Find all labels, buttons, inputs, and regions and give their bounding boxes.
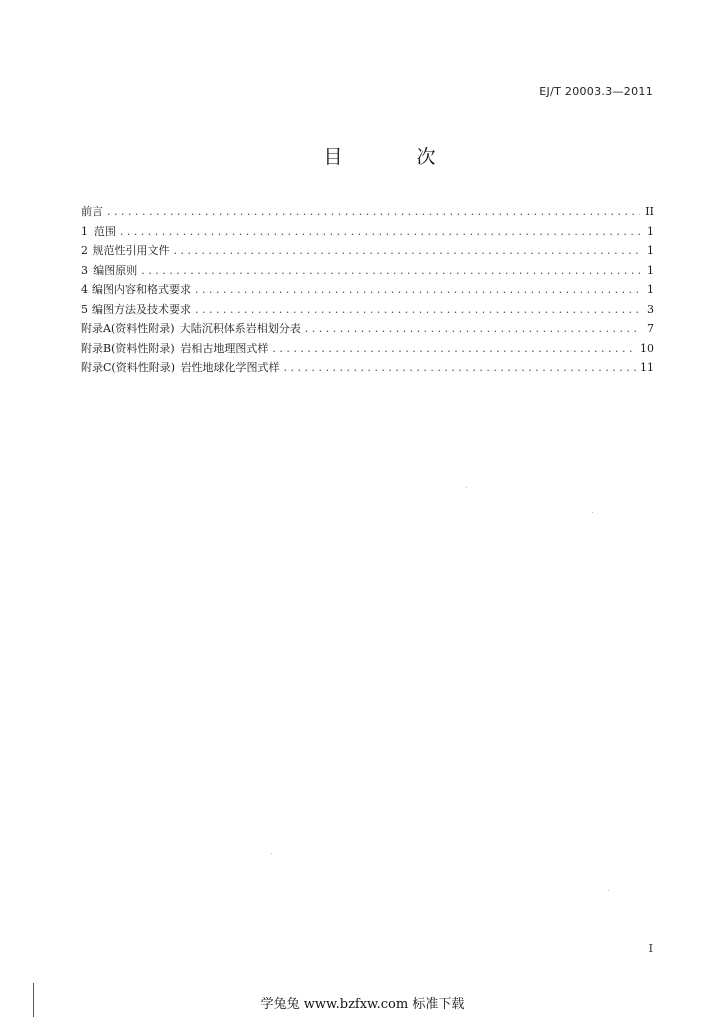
toc-leader-dots [284, 358, 636, 378]
toc-entry-number: 5 [81, 302, 88, 316]
toc-entry-appendix-a[interactable] [81, 319, 654, 339]
toc-leader-dots [195, 280, 640, 300]
toc-entry-label: 附录B(资料性附录) [81, 341, 175, 355]
toc-entry-content-format[interactable] [81, 280, 654, 300]
page-number: I [648, 942, 653, 955]
toc-entry-number: 2 [81, 244, 88, 257]
standard-code: EJ/T 20003.3—2011 [539, 85, 653, 98]
toc-entry-label: 前言 [81, 205, 103, 218]
toc-entry-appendix-b[interactable] [81, 339, 654, 359]
scan-speck [608, 890, 609, 891]
toc-entry-number: 3 [81, 263, 88, 277]
toc-entry-label: 附录A(资料性附录) [81, 322, 175, 335]
toc-leader-dots [272, 339, 636, 359]
toc-entry-normative-references[interactable] [81, 241, 654, 261]
toc-entry-label: 附录C(资料性附录) [81, 361, 175, 374]
toc-entry-foreword[interactable] [81, 202, 654, 222]
footer-watermark-text: 学兔兔 www.bzfxw.com 标准下载 [260, 997, 465, 1012]
toc-leader-dots [195, 300, 640, 320]
toc-entry-appendix-c[interactable] [81, 358, 654, 378]
toc-leader-dots [174, 241, 640, 261]
toc-entry-mapping-principles[interactable] [81, 261, 654, 281]
page-title: 目 次 [323, 146, 470, 168]
toc-entry-number: 1 [81, 224, 88, 238]
toc-leader-dots [141, 261, 640, 281]
table-of-contents [81, 202, 654, 378]
toc-entry-page: 1 [647, 244, 654, 257]
toc-entry-label: 编图方法及技术要求 [91, 302, 191, 316]
toc-leader-dots [120, 222, 640, 242]
toc-entry-subtitle: 岩相古地理图式样 [180, 341, 269, 355]
toc-entry-subtitle: 大陆沉积体系岩相划分表 [179, 322, 301, 335]
toc-entry-label: 编图内容和格式要求 [91, 283, 191, 296]
toc-entry-label: 规范性引用文件 [92, 244, 170, 257]
toc-entry-page: II [645, 205, 654, 218]
toc-entry-page: 1 [647, 263, 654, 277]
toc-entry-scope[interactable] [81, 222, 654, 242]
toc-entry-page: 11 [640, 361, 654, 374]
toc-entry-methods[interactable] [81, 300, 654, 320]
toc-entry-label: 范围 [93, 224, 116, 238]
scan-speck [592, 512, 593, 513]
scan-speck [271, 853, 272, 854]
toc-entry-subtitle: 岩性地球化学图式样 [180, 361, 280, 374]
toc-entry-number: 4 [81, 283, 88, 296]
toc-entry-label: 编图原则 [93, 263, 138, 277]
toc-entry-page: 10 [640, 341, 654, 355]
toc-entry-page: 1 [647, 283, 654, 296]
scan-speck [466, 487, 467, 488]
toc-entry-page: 7 [647, 322, 654, 335]
toc-leader-dots [107, 202, 640, 222]
toc-leader-dots [305, 319, 640, 339]
toc-entry-page: 1 [647, 224, 654, 238]
toc-entry-page: 3 [647, 302, 654, 316]
